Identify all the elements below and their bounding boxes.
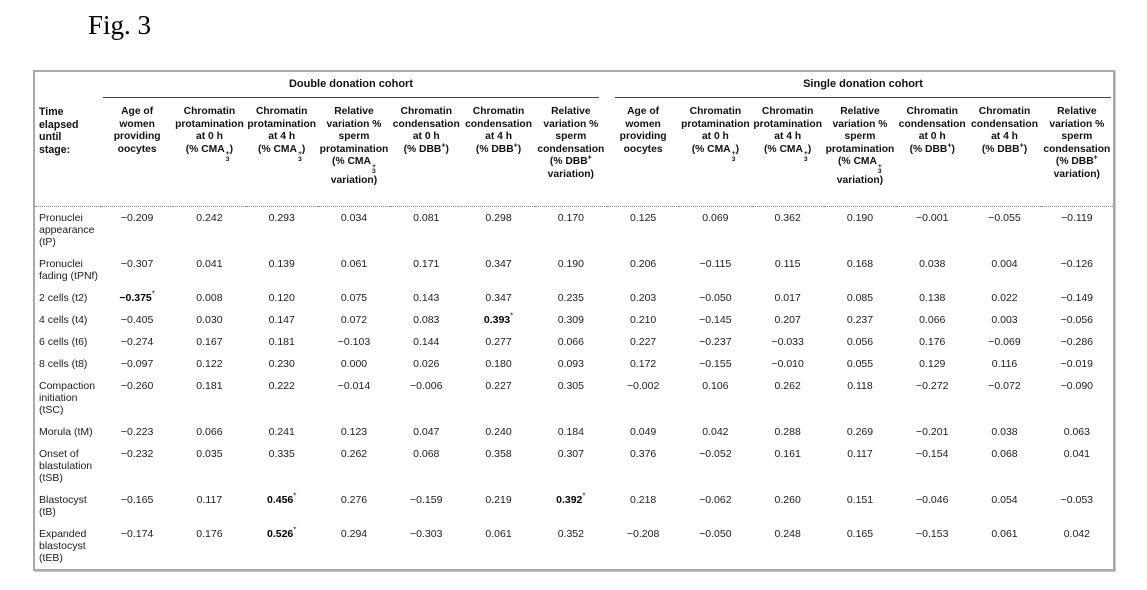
correlation-value-cell: 0.093 [557,357,584,370]
column-header: Relative variation % sperm protamination (% CMA + 3 variation) [318,98,390,206]
row-stage-label: Morula (tM) [39,425,93,438]
correlation-value-cell: 0.240 [485,425,512,438]
correlation-value-cell: 0.066 [557,335,584,348]
correlation-value-cell: −0.002 [626,379,660,392]
correlation-value-cell: −0.153 [916,527,949,540]
correlation-value-cell: 0.061 [485,527,512,540]
correlation-value-cell: 0.235 [557,291,584,304]
correlation-value-cell: −0.208 [626,527,660,540]
correlation-value-cell: 0.170 [557,211,584,224]
correlation-value-cell: −0.053 [1060,493,1094,506]
correlation-value-cell: 0.042 [1063,527,1090,540]
correlation-value-cell: −0.286 [1060,335,1094,348]
correlation-value-cell: 0.034 [340,211,368,224]
correlation-value-cell: 0.075 [340,291,368,304]
correlation-value-cell: 0.203 [629,291,657,304]
correlation-value-cell: −0.033 [771,335,804,348]
correlation-value-cell: 0.116 [991,357,1018,370]
correlation-table [35,72,1113,569]
correlation-value-cell: 0.456* [267,491,297,506]
column-header-row [35,98,1113,206]
correlation-value-cell: 0.242 [196,211,223,224]
correlation-value-cell: 0.066 [196,425,223,438]
table-row [35,287,1113,309]
column-header: Age of women providing oocytes [101,98,173,206]
correlation-value-cell: 0.026 [413,357,440,370]
table-row [35,253,1113,287]
column-header: Chromatin condensation at 4 h (% DBB+) [968,98,1040,206]
correlation-value-cell: −0.052 [699,447,732,460]
correlation-value-cell: −0.201 [916,425,949,438]
correlation-value-cell: −0.090 [1060,379,1094,392]
column-header: Chromatin protamination at 0 h (% CMA + 3 ) [679,98,751,206]
correlation-value-cell: 0.172 [629,357,657,370]
group-label: Single donation cohort [803,78,923,90]
correlation-value-cell: 0.085 [846,291,874,304]
correlation-value-cell: 0.277 [485,335,512,348]
correlation-value-cell: −0.145 [699,313,732,326]
correlation-value-cell: 0.068 [991,447,1018,460]
correlation-value-cell: 0.362 [774,211,801,224]
correlation-value-cell: 0.143 [413,291,440,304]
correlation-value-cell: 0.190 [846,211,874,224]
correlation-value-cell: 0.293 [268,211,295,224]
correlation-value-cell: 0.047 [413,425,440,438]
correlation-value-cell: 0.376 [629,447,657,460]
correlation-value-cell: 0.347 [485,291,512,304]
correlation-value-cell: 0.054 [991,493,1018,506]
correlation-value-cell: −0.260 [120,379,154,392]
correlation-value-cell: −0.056 [1060,313,1094,326]
correlation-value-cell: 0.144 [413,335,440,348]
correlation-value-cell: −0.119 [1061,211,1093,224]
correlation-value-cell: 0.176 [919,335,946,348]
group-label: Double donation cohort [288,78,413,90]
correlation-value-cell: 0.035 [196,447,223,460]
table-body [35,206,1113,569]
correlation-value-cell: 0.068 [413,447,440,460]
correlation-value-cell: 0.227 [629,335,657,348]
correlation-value-cell: 0.038 [991,425,1018,438]
correlation-value-cell: 0.041 [196,257,223,270]
correlation-value-cell: 0.352 [557,527,584,540]
correlation-value-cell: 0.049 [629,425,657,438]
correlation-value-cell: −0.159 [410,493,443,506]
correlation-value-cell: 0.041 [1063,447,1090,460]
column-header: Chromatin protamination at 0 h (% CMA + 3 ) [173,98,245,206]
correlation-value-cell: 0.030 [196,313,223,326]
correlation-value-cell: −0.223 [120,425,154,438]
column-header: Chromatin protamination at 4 h (% CMA + 3 ) [246,98,318,206]
correlation-value-cell: 0.161 [774,447,801,460]
correlation-value-cell: 0.241 [268,425,295,438]
correlation-value-cell: 0.298 [485,211,512,224]
table-row [35,443,1113,489]
table-row [35,331,1113,353]
correlation-value-cell: 0.118 [847,379,873,392]
correlation-value-cell: 0.171 [413,257,440,270]
correlation-value-cell: 0.230 [268,357,295,370]
column-header: Relative variation % sperm protamination (% CMA + 3 variation) [824,98,896,206]
correlation-value-cell: 0.237 [846,313,874,326]
correlation-value-cell: −0.072 [988,379,1021,392]
correlation-value-cell: −0.274 [120,335,154,348]
correlation-value-cell: 0.120 [268,291,295,304]
correlation-value-cell: 0.218 [629,493,657,506]
figure-label: Fig. 3 [88,10,152,40]
correlation-value-cell: 0.061 [991,527,1018,540]
group-header-single-donation [607,72,1113,98]
row-stage-label: Expanded blastocyst (tEB) [39,527,87,564]
correlation-value-cell: −0.126 [1060,257,1094,270]
correlation-value-cell: 0.294 [340,527,368,540]
correlation-value-cell: −0.272 [916,379,949,392]
correlation-value-cell: −0.209 [120,211,154,224]
correlation-value-cell: 0.260 [774,493,801,506]
correlation-value-cell: −0.097 [120,357,154,370]
correlation-value-cell: 0.069 [702,211,729,224]
correlation-value-cell: −0.155 [699,357,732,370]
correlation-value-cell: −0.103 [337,335,371,348]
correlation-value-cell: 0.392* [556,491,586,506]
correlation-value-cell: 0.139 [268,257,295,270]
correlation-value-cell: −0.174 [120,527,154,540]
correlation-value-cell: 0.335 [268,447,295,460]
correlation-value-cell: −0.165 [120,493,154,506]
row-stage-label: 8 cells (t8) [39,357,88,370]
row-stage-label: Pronuclei appearance (tP) [39,211,95,248]
correlation-value-cell: −0.062 [699,493,732,506]
column-header: Relative variation % sperm condensation (% DBB+ variation) [535,98,607,206]
correlation-value-cell: −0.069 [988,335,1021,348]
correlation-value-cell: 0.526* [267,525,297,540]
row-stage-label: 4 cells (t4) [39,313,88,326]
correlation-value-cell: 0.210 [629,313,657,326]
correlation-value-cell: 0.347 [485,257,512,270]
correlation-value-cell: −0.232 [120,447,154,460]
column-header: Chromatin condensation at 4 h (% DBB+) [462,98,534,206]
correlation-value-cell: 0.305 [557,379,584,392]
table-row [35,523,1113,569]
correlation-value-cell: 0.038 [919,257,946,270]
correlation-value-cell: 0.117 [196,493,223,506]
row-stage-label: Pronuclei fading (tPNf) [39,257,98,282]
correlation-value-cell: −0.375* [119,289,155,304]
correlation-value-cell: 0.167 [196,335,223,348]
stage-header-spacer [35,72,101,98]
column-header: Relative variation % sperm condensation (% DBB+ variation) [1041,98,1113,206]
correlation-value-cell: 0.129 [919,357,946,370]
table-row [35,489,1113,523]
correlation-value-cell: 0.269 [846,425,874,438]
correlation-value-cell: −0.237 [699,335,732,348]
correlation-value-cell: 0.008 [196,291,223,304]
correlation-value-cell: 0.106 [702,379,729,392]
correlation-value-cell: 0.017 [774,291,801,304]
correlation-table-frame [33,70,1115,571]
row-stage-label: 6 cells (t6) [39,335,88,348]
row-stage-label: 2 cells (t2) [39,291,88,304]
correlation-value-cell: −0.307 [120,257,154,270]
correlation-value-cell: 0.066 [919,313,946,326]
correlation-value-cell: 0.072 [340,313,368,326]
correlation-value-cell: 0.181 [268,335,295,348]
correlation-value-cell: 0.190 [557,257,584,270]
correlation-value-cell: 0.055 [846,357,874,370]
correlation-value-cell: 0.123 [340,425,368,438]
correlation-value-cell: −0.405 [120,313,154,326]
column-header: Chromatin protamination at 4 h (% CMA + 3 ) [752,98,824,206]
table-row [35,206,1113,253]
table-row [35,309,1113,331]
correlation-value-cell: 0.081 [413,211,440,224]
correlation-value-cell: −0.001 [916,211,949,224]
correlation-value-cell: 0.309 [557,313,584,326]
correlation-value-cell: 0.000 [340,357,368,370]
table-row [35,375,1113,421]
correlation-value-cell: 0.222 [268,379,295,392]
stage-column-header: Time elapsed until stage: [35,98,101,206]
correlation-value-cell: 0.151 [846,493,874,506]
correlation-value-cell: 0.022 [991,291,1018,304]
group-header-double-donation [101,72,607,98]
correlation-value-cell: 0.184 [557,425,584,438]
correlation-value-cell: 0.358 [485,447,512,460]
correlation-value-cell: 0.248 [774,527,801,540]
correlation-value-cell: −0.010 [771,357,804,370]
correlation-value-cell: −0.014 [337,379,371,392]
correlation-value-cell: 0.168 [846,257,874,270]
correlation-value-cell: 0.004 [991,257,1018,270]
correlation-value-cell: 0.125 [629,211,657,224]
correlation-value-cell: 0.180 [485,357,512,370]
correlation-value-cell: −0.046 [916,493,949,506]
correlation-value-cell: −0.006 [410,379,443,392]
correlation-value-cell: 0.276 [340,493,368,506]
correlation-value-cell: −0.115 [699,257,732,270]
correlation-value-cell: 0.042 [702,425,729,438]
correlation-value-cell: 0.307 [557,447,584,460]
correlation-value-cell: 0.138 [919,291,946,304]
correlation-value-cell: 0.227 [485,379,512,392]
correlation-value-cell: 0.063 [1063,425,1090,438]
correlation-value-cell: 0.288 [774,425,801,438]
correlation-value-cell: 0.165 [846,527,874,540]
row-stage-label: Blastocyst (tB) [39,493,87,518]
correlation-value-cell: −0.050 [699,527,732,540]
correlation-value-cell: 0.147 [268,313,295,326]
correlation-value-cell: 0.061 [340,257,368,270]
correlation-value-cell: 0.393* [483,311,514,326]
table-row [35,353,1113,375]
row-stage-label: Onset of blastulation (tSB) [39,447,93,484]
correlation-value-cell: 0.207 [774,313,801,326]
correlation-value-cell: −0.303 [410,527,443,540]
table-row [35,421,1113,443]
correlation-value-cell: −0.050 [699,291,732,304]
correlation-value-cell: −0.055 [988,211,1021,224]
correlation-value-cell: 0.181 [196,379,223,392]
correlation-value-cell: 0.206 [629,257,657,270]
correlation-value-cell: 0.262 [774,379,801,392]
table-header [35,72,1113,206]
correlation-value-cell: −0.149 [1060,291,1094,304]
correlation-value-cell: 0.262 [340,447,368,460]
column-header: Age of women providing oocytes [607,98,679,206]
correlation-value-cell: 0.117 [847,447,873,460]
row-stage-label: Compaction initiation (tSC) [39,379,96,416]
correlation-value-cell: 0.003 [991,313,1018,326]
correlation-value-cell: 0.219 [485,493,512,506]
correlation-value-cell: 0.056 [846,335,874,348]
column-header: Chromatin condensation at 0 h (% DBB+) [390,98,462,206]
column-header: Chromatin condensation at 0 h (% DBB+) [896,98,968,206]
correlation-value-cell: 0.115 [774,257,801,270]
correlation-value-cell: 0.176 [196,527,223,540]
correlation-value-cell: 0.083 [413,313,440,326]
correlation-value-cell: −0.019 [1060,357,1094,370]
correlation-value-cell: 0.122 [196,357,223,370]
correlation-value-cell: −0.154 [916,447,949,460]
cohort-group-row [35,72,1113,98]
